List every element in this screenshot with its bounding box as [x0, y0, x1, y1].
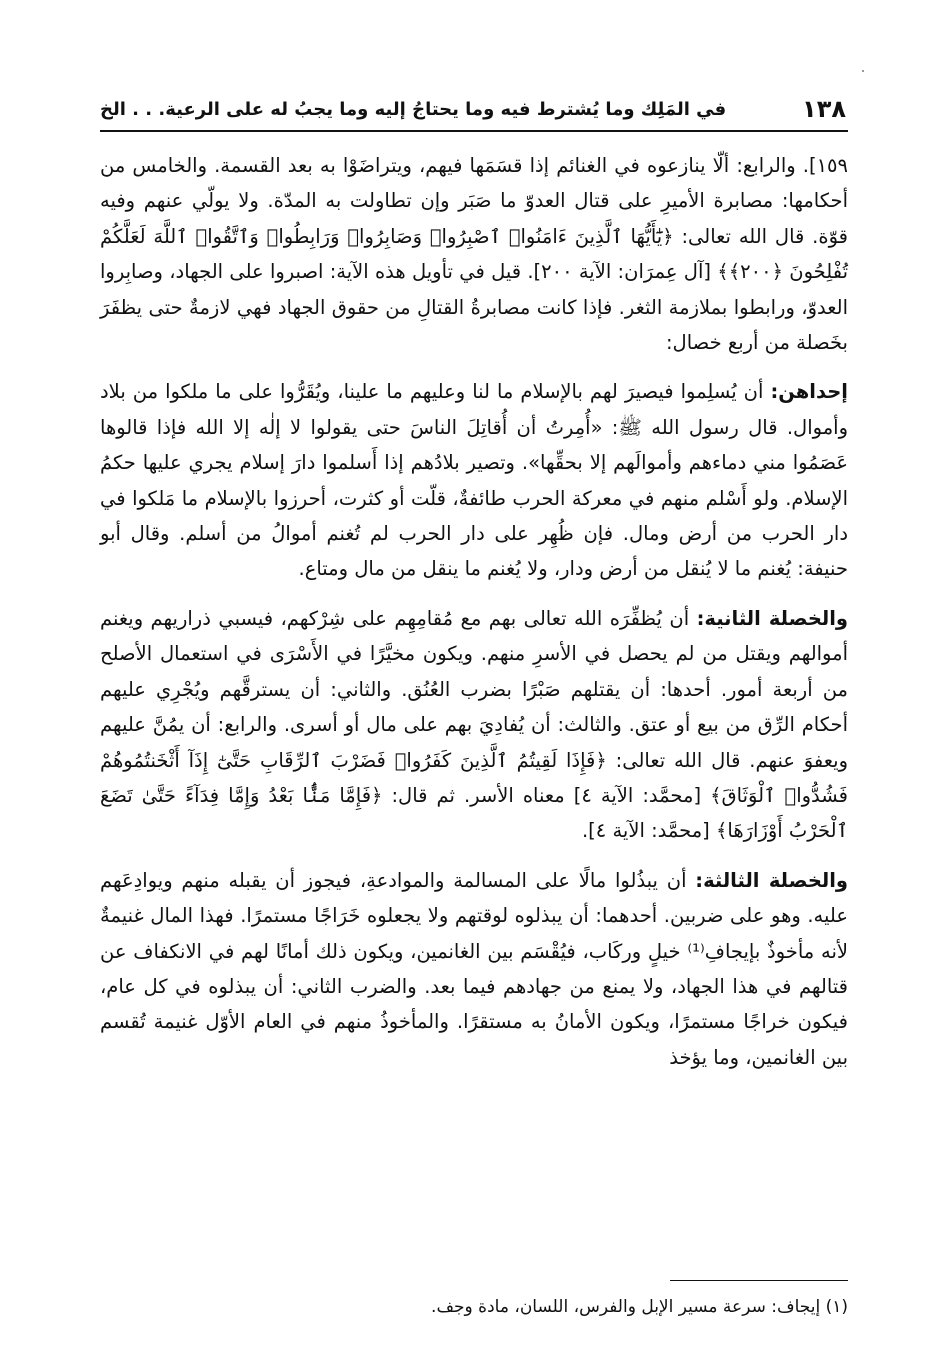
running-title: في المَلِك وما يُشترط فيه وما يحتاجُ إليه وما يجبُ له على الرعية. . . الخ [100, 98, 727, 120]
paragraph-second-option [100, 601, 848, 849]
paragraph-lead: والخصلة الثالثة: [695, 868, 848, 892]
paragraph-third-option [100, 863, 848, 1075]
page-number: ١٣٨ [802, 95, 846, 123]
body-text [100, 148, 848, 1075]
paragraph-first-option [100, 374, 848, 586]
paragraph-lead: إحداهن: [770, 380, 848, 404]
scan-speck [862, 70, 864, 72]
paragraph-text: ١٥٩]. والرابع: ألّا ينازعوه في الغنائم إذا قسَمَها فيهم، ويتراضَوْا به بعد القسمة. والخامس من أحكامها: مصابرة الأميرِ على قتال العدوّ ما صَبَر وإن تطاولت به المدّة. ولا يولّي عنهم وفيه قوّة. قال الله تعالى: ﴿يَٰٓأَيُّهَا ٱلَّذِينَ ءَامَنُوا۟ ٱصْبِرُوا۟ وَصَابِرُوا۟ وَرَابِطُوا۟ وَٱتَّقُوا۟ ٱللَّهَ لَعَلَّكُمْ تُفْلِحُونَ ﴿٢٠٠﴾﴾ [آل عِمرَان: الآية ٢٠٠]. قيل في تأويل هذه الآية: اصبروا على الجهاد، وصابِروا العدوّ، ورابطوا بملازمة الثغر. فإذا كانت مصابرةُ القتالِ من حقوق الجهاد فهي لازمةٌ حتى يظفَرَ بخَصلة من أربع خصال: [100, 154, 848, 355]
header-rule [100, 130, 848, 132]
paragraph-text: أن يُسلِموا فيصيرَ لهم بالإسلام ما لنا وعليهم ما علينا، ويُقَرُّوا على ما ملكوا من بلاد وأموال. قال رسول الله ﷺ: «أُمِرتُ أن أُقاتِلَ الناسَ حتى يقولوا لا إلٰه إلا الله فإذا قالوها عَصَمُوا مني دماءهم وأموالَهم إلا بحقِّها». وتصير بلادُهم إذا أَسلموا دارَ إسلام يجري عليها حكمُ الإسلام. ولو أَسْلم منهم في معركة الحرب طائفةٌ، قلّت أو كثرت، أحرزوا بالإسلام ما مَلكوا في دار الحرب من أرض ومال. فإن ظُهِر على دار الحرب لم تُغنم أموالُ من أسلم. وقال أبو حنيفة: يُغنم ما لا يُنقل من أرض ودار، ولا يُغنم ما ينقل من مال ومتاع. [100, 380, 848, 581]
paragraph-text: أن يبذُلوا مالًا على المسالمة والموادعةِ، فيجوز أن يقبله منهم ويوادِعَهم عليه. وهو على ضربين. أحدهما: أن يبذلوه لوقتهم ولا يجعلوه خَرَاجًا مستمرًا. فهذا المال غنيمةٌ لأنه مأخوذٌ بإيجافِ⁽¹⁾ خيلٍ وركَاب، فيُقْسَم بين الغانمين، ويكون ذلك أمانًا لهم في الانكفاف عن قتالهم في هذا الجهاد، ولا يمنع من جهادهم فيما بعد. والضرب الثاني: أن يبذلوه في كل عام، فيكون خراجًا مستمرًا، ويكون الأمانُ به مستقرًا. والمأخوذُ منهم في العام الأوّل غنيمة تُقسم بين الغانمين، وما يؤخذ [100, 868, 848, 1069]
paragraph-lead: والخصلة الثانية: [696, 606, 848, 630]
paragraph-continuation [100, 148, 848, 360]
running-header [100, 92, 846, 126]
paragraph-text: أن يُظفِّرَه الله تعالى بهم مع مُقامِهِم على شِرْكهم، فيسبي ذراريهم ويغنم أموالهم ويقتل من لم يحصل في الأسرِ منهم. ويكون مخيَّرًا في الأَسْرَى في استعمال الأصلح من أربعة أمور. أحدها: أن يقتلهم صَبْرًا بضرب العُنُق. والثاني: أن يسترقَّهم ويُجْرِي عليهم أحكام الرِّق من بيع أو عتق. والثالث: أن يُفادِيَ بهم على مال أو أسرى. والرابع: أن يمُنَّ عليهم ويعفوَ عنهم. قال الله تعالى: ﴿فَإِذَا لَقِيتُمُ ٱلَّذِينَ كَفَرُوا۟ فَضَرْبَ ٱلرِّقَابِ حَتَّىٰٓ إِذَآ أَثْخَنتُمُوهُمْ فَشُدُّوا۟ ٱلْوَثَاقَ﴾ [محمَّد: الآية ٤] معناه الأسر. ثم قال: ﴿فَإِمَّا مَنًّۢا بَعْدُ وَإِمَّا فِدَآءً حَتَّىٰ تَضَعَ ٱلْحَرْبُ أَوْزَارَهَا﴾ [محمَّد: الآية ٤]. [100, 606, 848, 843]
footnote: (١) إيجاف: سرعة مسير الإبل والفرس، اللسان، مادة وجف. [431, 1297, 848, 1317]
footnote-rule [670, 1280, 848, 1281]
